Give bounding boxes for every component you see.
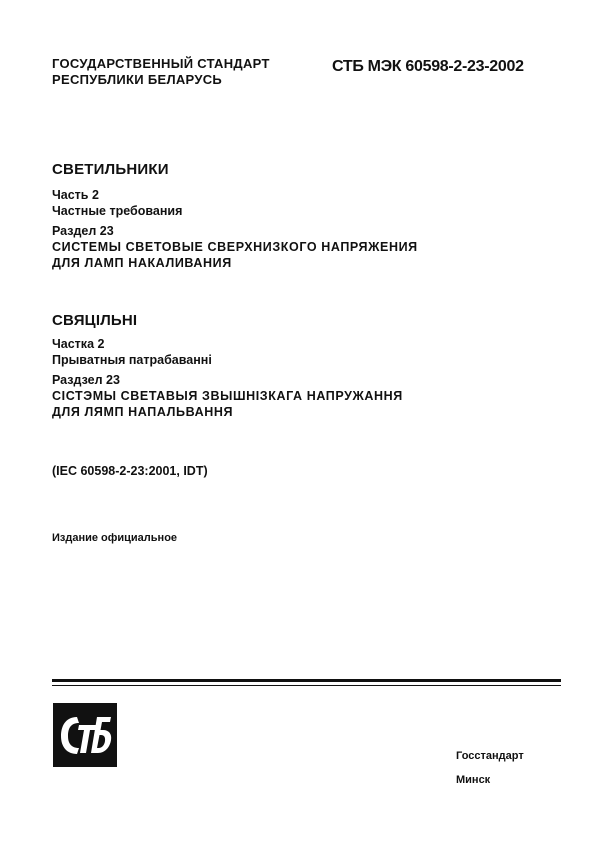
publisher-block <box>456 744 524 792</box>
russian-section: Раздел 23 <box>52 224 114 238</box>
edition-note: Издание официальное <box>52 532 178 544</box>
russian-part-name: Частные требования <box>52 204 183 218</box>
iec-reference: (IEC 60598-2-23:2001, IDT) <box>52 464 208 478</box>
belarusian-title: СВЯЦІЛЬНІ <box>52 312 138 329</box>
belarusian-title-block <box>52 312 403 420</box>
belarusian-section-name-line2: ДЛЯ ЛЯМП НАПАЛЬВАННЯ <box>52 405 234 419</box>
russian-part: Часть 2 <box>52 188 99 202</box>
belarusian-part-name: Прыватныя патрабаванні <box>52 353 212 367</box>
stb-logo-icon <box>53 703 117 767</box>
belarusian-part: Частка 2 <box>52 337 105 351</box>
publisher-name: Госстандарт <box>456 750 524 762</box>
russian-title: СВЕТИЛЬНИКИ <box>52 161 169 178</box>
header-org-line1: ГОСУДАРСТВЕННЫЙ СТАНДАРТ <box>52 56 270 71</box>
standard-code: СТБ МЭК 60598-2-23-2002 <box>332 58 524 75</box>
header-org-line2: РЕСПУБЛИКИ БЕЛАРУСЬ <box>52 72 223 87</box>
divider-thick <box>52 679 561 682</box>
belarusian-section-name-line1: СІСТЭМЫ СВЕТАВЫЯ ЗВЫШНІЗКАГА НАПРУЖАННЯ <box>52 389 403 403</box>
belarusian-section: Раздзел 23 <box>52 373 120 387</box>
publisher-city: Минск <box>456 774 491 786</box>
header-organization <box>52 56 270 88</box>
russian-section-name-line1: СИСТЕМЫ СВЕТОВЫЕ СВЕРХНИЗКОГО НАПРЯЖЕНИЯ <box>52 240 418 254</box>
divider-thin <box>52 685 561 686</box>
russian-section-name-line2: ДЛЯ ЛАМП НАКАЛИВАНИЯ <box>52 256 232 270</box>
russian-title-block <box>52 161 418 271</box>
